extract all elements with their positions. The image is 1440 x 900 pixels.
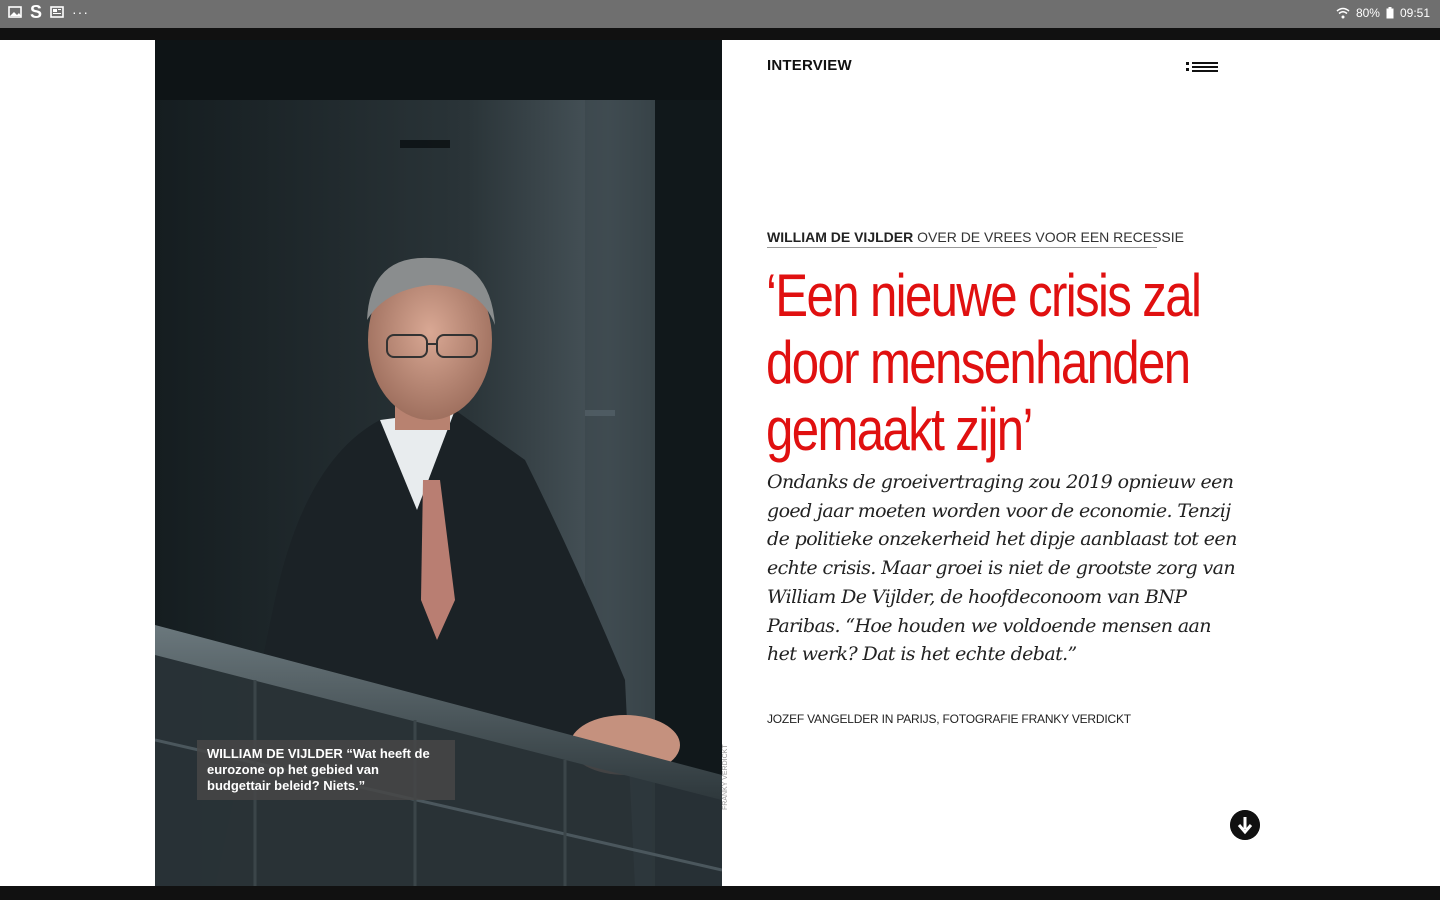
bottom-divider (0, 886, 1440, 900)
article-byline: JOZEF VANGELDER IN PARIJS, FOTOGRAFIE FRANKY VERDICKT (767, 712, 1131, 726)
status-bar-left (8, 4, 89, 20)
s-app-icon: S (30, 2, 43, 22)
more-dots-icon: ··· (72, 4, 90, 20)
kicker-topic: OVER DE VREES VOOR EEN RECESSIE (917, 229, 1184, 245)
photo-caption (197, 740, 455, 800)
article-headline: ‘Een nieuwe crisis zal door mensenhanden gemaakt zijn’ (766, 262, 1201, 463)
caption-quote: “Wat heeft de eurozone op het gebied van budgettair beleid? Niets.” (207, 746, 430, 793)
news-icon (50, 5, 64, 19)
article-kicker (767, 229, 1184, 248)
top-divider (0, 28, 1440, 40)
status-bar-right (1336, 6, 1430, 20)
gallery-icon (8, 5, 22, 19)
section-label: INTERVIEW (767, 57, 852, 74)
wifi-icon (1336, 7, 1350, 19)
kicker-name: WILLIAM DE VIJLDER (767, 229, 914, 245)
battery-icon (1386, 7, 1394, 19)
list-menu-icon[interactable] (1186, 60, 1220, 76)
caption-name: WILLIAM DE VIJLDER (207, 746, 343, 761)
clock: 09:51 (1399, 6, 1430, 20)
status-bar (0, 0, 1440, 28)
article-intro: Ondanks de groeivertraging zou 2019 opnieuw een goed jaar moeten worden voor de economie. Tenzij de politieke onzekerheid het dipje aanblaast tot een echte crisis. Maar groei is niet de grootste zorg van William De Vijlder, de hoofdeconoom van BNP Paribas. “Hoe houden we voldoende mensen aan het werk? Dat is het echte debat.” (767, 471, 1237, 666)
battery-percentage: 80% (1355, 6, 1380, 20)
arrow-down-circle-icon[interactable] (1230, 810, 1260, 840)
photo-credit: FRANKY VERDICKT (722, 744, 729, 810)
